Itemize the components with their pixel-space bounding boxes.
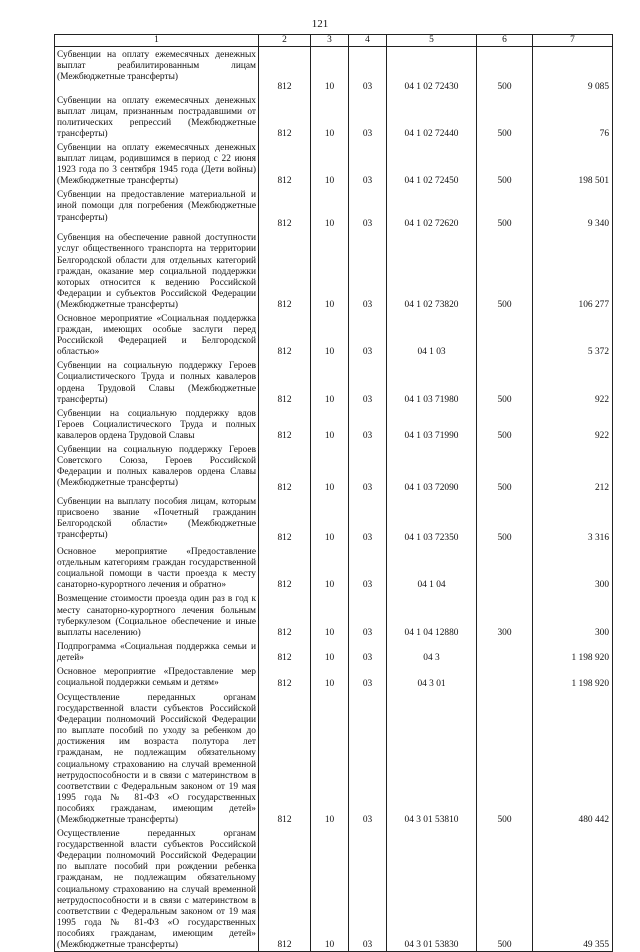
- row-description: Субвенции на социальную поддержку Героев Советского Союза, Героев Российской Федерации и полных кавалеров ордена Славы (Межбюджетные трансферты): [55, 442, 259, 494]
- cell-amount: 1 198 920: [533, 639, 613, 664]
- table-row: [55, 826, 613, 952]
- cell-ministry-code: 812: [259, 230, 311, 311]
- header-row: [55, 35, 613, 47]
- cell-section: 10: [311, 187, 349, 230]
- cell-target-article: 04 3 01 53810: [387, 690, 477, 826]
- row-description: Субвенции на оплату ежемесячных денежных выплат реабилитированным лицам (Межбюджетные трансферты): [55, 47, 259, 93]
- cell-ministry-code: 812: [259, 690, 311, 826]
- cell-section: 10: [311, 442, 349, 494]
- cell-section: 10: [311, 591, 349, 638]
- cell-amount: 300: [533, 591, 613, 638]
- cell-subsection: 03: [349, 358, 387, 405]
- cell-amount: 212: [533, 442, 613, 494]
- cell-amount: 1 198 920: [533, 664, 613, 690]
- cell-section: 10: [311, 140, 349, 187]
- table-row: [55, 358, 613, 405]
- table-row: [55, 544, 613, 591]
- cell-subsection: 03: [349, 544, 387, 591]
- table-row: [55, 442, 613, 494]
- cell-section: 10: [311, 311, 349, 358]
- cell-expense-type: 500: [477, 230, 533, 311]
- cell-amount: 49 355: [533, 826, 613, 952]
- cell-ministry-code: 812: [259, 544, 311, 591]
- cell-expense-type: 300: [477, 591, 533, 638]
- cell-expense-type: 500: [477, 690, 533, 826]
- cell-subsection: 03: [349, 311, 387, 358]
- row-description: Субвенции на социальную поддержку вдов Героев Социалистического Труда и полных кавалеров ордена Трудовой Славы: [55, 406, 259, 442]
- row-description: Субвенции на оплату ежемесячных денежных выплат лицам, признанным пострадавшими от политических репрессий (Межбюджетные трансферты): [55, 93, 259, 140]
- cell-target-article: 04 1 02 72620: [387, 187, 477, 230]
- cell-section: 10: [311, 47, 349, 93]
- cell-target-article: 04 1 03 72090: [387, 442, 477, 494]
- row-description: Основное мероприятие «Предоставление мер социальной поддержки семьям и детям»: [55, 664, 259, 690]
- cell-ministry-code: 812: [259, 140, 311, 187]
- cell-target-article: 04 1 02 73820: [387, 230, 477, 311]
- row-description: Субвенции на предоставление материальной и иной помощи для погребения (Межбюджетные трансферты): [55, 187, 259, 230]
- cell-section: 10: [311, 230, 349, 311]
- cell-section: 10: [311, 358, 349, 405]
- cell-amount: 198 501: [533, 140, 613, 187]
- row-description: Субвенции на выплату пособия лицам, которым присвоено звание «Почетный гражданин Белгородской области» (Межбюджетные трансферты): [55, 494, 259, 544]
- cell-target-article: 04 3 01: [387, 664, 477, 690]
- cell-expense-type: [477, 639, 533, 664]
- column-header: 5: [387, 35, 477, 47]
- row-description: Возмещение стоимости проезда один раз в год к месту санаторно-курортного лечения больным туберкулезом (Социальное обеспечение и иные выплаты населению): [55, 591, 259, 638]
- cell-subsection: 03: [349, 140, 387, 187]
- cell-expense-type: 500: [477, 47, 533, 93]
- cell-section: 10: [311, 690, 349, 826]
- cell-amount: 922: [533, 406, 613, 442]
- cell-target-article: 04 1 03 71990: [387, 406, 477, 442]
- budget-table: [54, 34, 613, 952]
- cell-section: 10: [311, 406, 349, 442]
- column-header: 3: [311, 35, 349, 47]
- cell-subsection: 03: [349, 639, 387, 664]
- cell-amount: 106 277: [533, 230, 613, 311]
- row-description: Субвенции на оплату ежемесячных денежных выплат лицам, родившимся в период с 22 июня 1923 года по 3 сентября 1945 года (Дети войны) (Межбюджетные трансферты): [55, 140, 259, 187]
- cell-ministry-code: 812: [259, 442, 311, 494]
- cell-amount: 480 442: [533, 690, 613, 826]
- row-description: Основное мероприятие «Социальная поддержка граждан, имеющих особые заслуги перед Российской Федерацией и Белгородской областью»: [55, 311, 259, 358]
- cell-expense-type: [477, 544, 533, 591]
- table-row: [55, 311, 613, 358]
- cell-target-article: 04 1 03: [387, 311, 477, 358]
- cell-ministry-code: 812: [259, 494, 311, 544]
- cell-subsection: 03: [349, 442, 387, 494]
- table-row: [55, 187, 613, 230]
- table-row: [55, 494, 613, 544]
- cell-ministry-code: 812: [259, 187, 311, 230]
- column-header: 4: [349, 35, 387, 47]
- cell-expense-type: 500: [477, 140, 533, 187]
- cell-expense-type: 500: [477, 494, 533, 544]
- cell-subsection: 03: [349, 494, 387, 544]
- cell-subsection: 03: [349, 93, 387, 140]
- cell-target-article: 04 3: [387, 639, 477, 664]
- cell-ministry-code: 812: [259, 639, 311, 664]
- table-row: [55, 140, 613, 187]
- cell-expense-type: 500: [477, 442, 533, 494]
- cell-amount: 922: [533, 358, 613, 405]
- cell-target-article: 04 1 02 72440: [387, 93, 477, 140]
- cell-amount: 76: [533, 93, 613, 140]
- cell-target-article: 04 1 02 72430: [387, 47, 477, 93]
- cell-subsection: 03: [349, 826, 387, 952]
- page-number: 121: [311, 18, 329, 30]
- table-row: [55, 591, 613, 638]
- cell-ministry-code: 812: [259, 311, 311, 358]
- table-row: [55, 406, 613, 442]
- cell-ministry-code: 812: [259, 47, 311, 93]
- cell-ministry-code: 812: [259, 591, 311, 638]
- cell-ministry-code: 812: [259, 826, 311, 952]
- cell-amount: 9 340: [533, 187, 613, 230]
- cell-ministry-code: 812: [259, 93, 311, 140]
- column-header: 2: [259, 35, 311, 47]
- cell-target-article: 04 1 02 72450: [387, 140, 477, 187]
- cell-subsection: 03: [349, 591, 387, 638]
- cell-ministry-code: 812: [259, 406, 311, 442]
- cell-expense-type: [477, 311, 533, 358]
- row-description: Субвенция на обеспечение равной доступности услуг общественного транспорта на территории Белгородской области для отдельных категорий граждан, оказание мер социальной поддержки которых относится к ведению Российской Федерации и субъектов Российской Федерации (Межбюджетные трансферты): [55, 230, 259, 311]
- cell-target-article: 04 1 03 72350: [387, 494, 477, 544]
- row-description: Осуществление переданных органам государственной власти субъектов Российской Федерации полномочий Российской Федерации по выплате пособий при рождении ребенка гражданам, не подлежащим обязательному социальному страхованию на случай временной нетрудоспособности и в связи с материнством в соответствии с Федеральным законом от 19 мая 1995 года № 81-ФЗ «О государственных пособиях гражданам, имеющим детей» (Межбюджетные трансферты): [55, 826, 259, 952]
- row-description: Субвенции на социальную поддержку Героев Социалистического Труда и полных кавалеров ордена Трудовой Славы (Межбюджетные трансферты): [55, 358, 259, 405]
- cell-subsection: 03: [349, 690, 387, 826]
- table-row: [55, 639, 613, 664]
- cell-ministry-code: 812: [259, 358, 311, 405]
- table-row: [55, 664, 613, 690]
- cell-section: 10: [311, 664, 349, 690]
- row-description: Основное мероприятие «Предоставление отдельным категориям граждан государственной социальной помощи в части проезда к месту санаторно-курортного лечения и обратно»: [55, 544, 259, 591]
- cell-section: 10: [311, 93, 349, 140]
- cell-section: 10: [311, 826, 349, 952]
- cell-expense-type: 500: [477, 93, 533, 140]
- cell-target-article: 04 1 04 12880: [387, 591, 477, 638]
- cell-expense-type: 500: [477, 406, 533, 442]
- column-header: 1: [55, 35, 259, 47]
- cell-target-article: 04 1 03 71980: [387, 358, 477, 405]
- table-row: [55, 93, 613, 140]
- cell-expense-type: 500: [477, 826, 533, 952]
- row-description: Подпрограмма «Социальная поддержка семьи и детей»: [55, 639, 259, 664]
- cell-section: 10: [311, 544, 349, 591]
- cell-expense-type: 500: [477, 187, 533, 230]
- cell-subsection: 03: [349, 406, 387, 442]
- cell-section: 10: [311, 494, 349, 544]
- cell-amount: 5 372: [533, 311, 613, 358]
- table-row: [55, 690, 613, 826]
- cell-amount: 3 316: [533, 494, 613, 544]
- cell-amount: 9 085: [533, 47, 613, 93]
- cell-subsection: 03: [349, 230, 387, 311]
- row-description: Осуществление переданных органам государственной власти субъектов Российской Федерации полномочий Российской Федерации по выплате пособий по уходу за ребенком до достижения им возраста полутора лет гражданам, не подлежащим обязательному социальному страхованию на случай временной нетрудоспособности и в связи с материнством в соответствии с Федеральным законом от 19 мая 1995 года № 81-ФЗ «О государственных пособиях гражданам, имеющим детей» (Межбюджетные трансферты): [55, 690, 259, 826]
- cell-expense-type: [477, 664, 533, 690]
- table-row: [55, 230, 613, 311]
- cell-section: 10: [311, 639, 349, 664]
- column-header: 7: [533, 35, 613, 47]
- column-header: 6: [477, 35, 533, 47]
- cell-amount: 300: [533, 544, 613, 591]
- cell-subsection: 03: [349, 187, 387, 230]
- table-row: [55, 47, 613, 93]
- cell-target-article: 04 3 01 53830: [387, 826, 477, 952]
- cell-subsection: 03: [349, 664, 387, 690]
- cell-subsection: 03: [349, 47, 387, 93]
- cell-expense-type: 500: [477, 358, 533, 405]
- cell-ministry-code: 812: [259, 664, 311, 690]
- cell-target-article: 04 1 04: [387, 544, 477, 591]
